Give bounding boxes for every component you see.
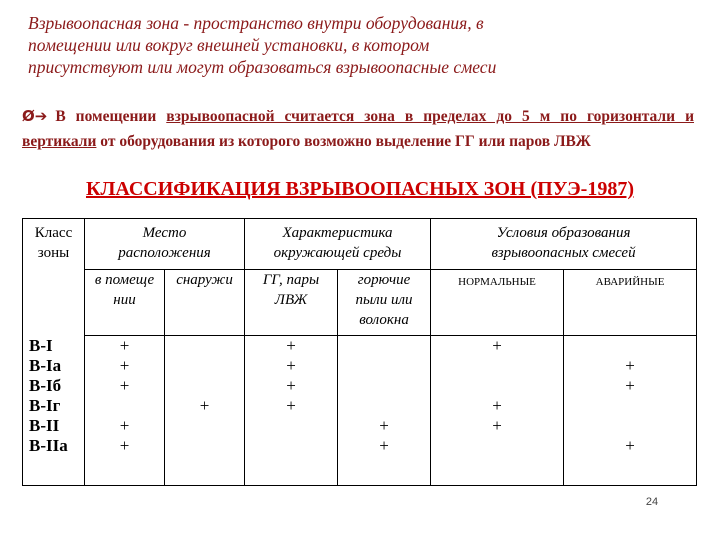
header-location: Место расположения [85,219,245,270]
bullet-text-2: от оборудования из которого возможно выделение ГГ или паров ЛВЖ [96,133,591,150]
subheader-indoor: в помеще нии [85,270,165,336]
header-conditions: Условия образования взрывоопасных смесей [431,219,697,270]
definition-line-2: помещении или вокруг внешней установки, в котором [28,35,430,55]
zone-classification-table [22,218,697,486]
subheader-emergency: АВАРИЙНЫЕ [564,270,697,336]
bullet-paragraph [22,104,694,154]
normal-marks: + + + [431,336,564,486]
zone-class-list: В-I В-Iа В-Iб В-Iг В-II В-IIа [23,336,85,486]
emergency-marks: + + + [564,336,697,486]
outdoor-marks: + [165,336,245,486]
definition-line-1: Взрывоопасная зона - пространство внутри оборудования, в [28,13,484,33]
classification-heading: КЛАССИФИКАЦИЯ ВЗРЫВООПАСНЫХ ЗОН (ПУЭ-1987) [85,178,634,200]
subheader-normal: НОРМАЛЬНЫЕ [431,270,564,336]
indoor-marks: + + + + + [85,336,165,486]
header-environment: Характеристика окружающей среды [245,219,431,270]
subheader-gases: ГГ, пары ЛВЖ [245,270,338,336]
arrow-bullet-icon: Ø➔ [22,107,48,125]
header-zone-class: Класс зоны [23,219,85,336]
definition-text [28,12,688,78]
bullet-text-underlined: взрывоопасной считается зона в пределах до 5 м по горизонтали и вертикали [22,108,694,150]
definition-line-3: присутствуют или могут образоваться взрывоопасные смеси [28,57,497,77]
subheader-dust: горючие пыли или волокна [338,270,431,336]
gases-marks: + + + + [245,336,338,486]
dust-marks: + + [338,336,431,486]
page-number: 24 [645,496,659,508]
subheader-outdoor: снаружи [165,270,245,336]
bullet-text-1: В помещении [55,108,167,125]
